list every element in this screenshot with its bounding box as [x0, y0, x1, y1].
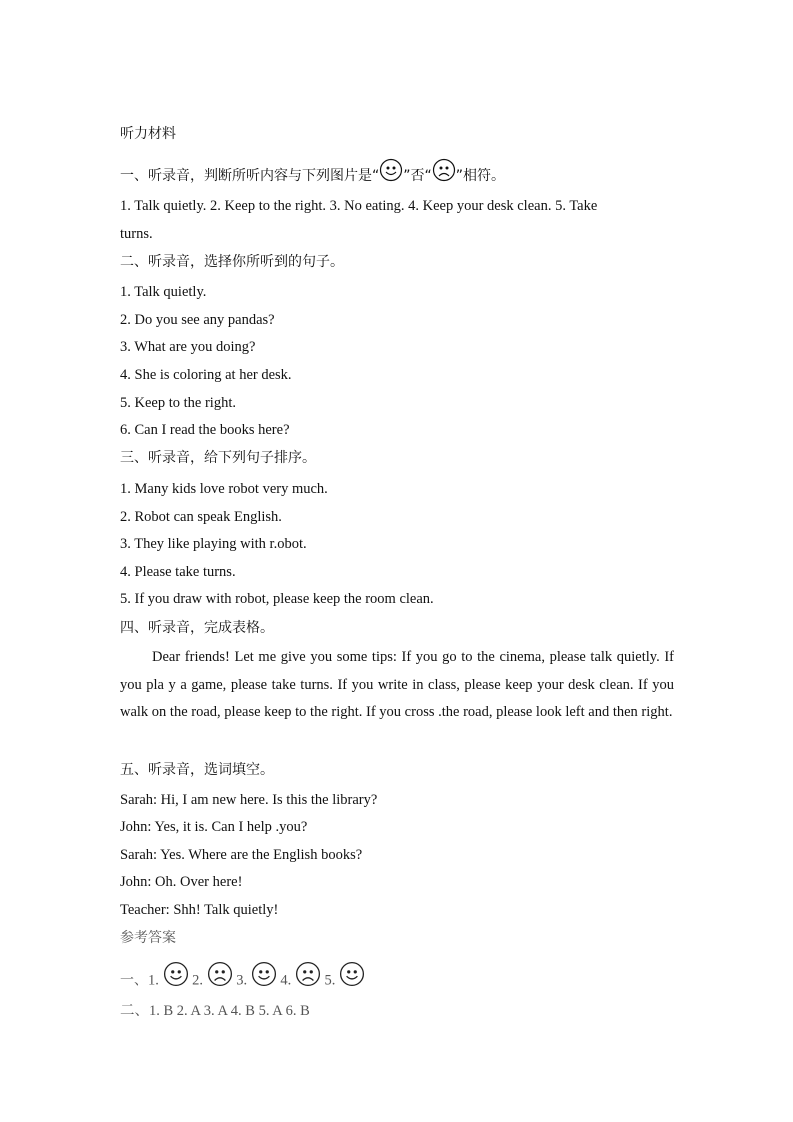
list-item: 2. Do you see any pandas? — [120, 312, 275, 328]
smiley-face-icon — [163, 961, 189, 987]
answer-label: 1. — [148, 972, 159, 989]
section1-heading-text: 一、听录音，判断所听内容与下列图片是“ — [120, 168, 380, 184]
list-item: 3. They like playing with r.obot. — [120, 536, 307, 552]
smiley-face-icon — [379, 158, 403, 182]
list-item: 6. Can I read the books here? — [120, 422, 290, 438]
section1-heading-end: ”相符。 — [455, 168, 506, 184]
answer-label: 5. — [324, 972, 336, 989]
dialogue-line: Sarah: Hi, I am new here. Is this the library? — [120, 792, 378, 808]
section1-heading-mid: ”否“ — [403, 168, 432, 184]
answers-part1-prefix: 一、 — [120, 972, 148, 989]
smiley-face-icon — [251, 961, 277, 987]
answers-heading: 参考答案 — [120, 930, 176, 946]
answer-label: 3. — [236, 972, 248, 989]
section1-text-line2: turns. — [120, 226, 153, 242]
section4-paragraph: Dear friends! Let me give you some tips: If you go to the cinema, please talk quietly. If you pla y a game, please take turns. If you write in class, please keep your desk clean. If you walk on the road, please keep to the right. If you cross .the road, please look left and then right. — [120, 649, 674, 720]
dialogue-line: Sarah: Yes. Where are the English books? — [120, 847, 363, 863]
sad-face-icon — [295, 961, 321, 987]
answer-label: 4. — [280, 972, 292, 989]
dialogue-line: Teacher: Shh! Talk quietly! — [120, 902, 279, 918]
list-item: 4. Please take turns. — [120, 564, 236, 580]
sad-face-icon — [207, 961, 233, 987]
document-title: 听力材料 — [120, 126, 176, 142]
section1-text-line1: 1. Talk quietly. 2. Keep to the right. 3. No eating. 4. Keep your desk clean. 5. Take — [120, 198, 598, 214]
dialogue-line: John: Oh. Over here! — [120, 874, 243, 890]
list-item: 5. Keep to the right. — [120, 395, 236, 411]
section1-heading — [120, 164, 505, 188]
answer-label: 2. — [192, 972, 203, 989]
list-item: 5. If you draw with robot, please keep the room clean. — [120, 591, 434, 607]
section3-heading: 三、听录音，给下列句子排序。 — [120, 450, 316, 466]
list-item: 3. What are you doing? — [120, 339, 256, 355]
section2-heading: 二、听录音，选择你所听到的句子。 — [120, 254, 344, 270]
list-item: 1. Many kids love robot very much. — [120, 481, 328, 497]
list-item: 4. She is coloring at her desk. — [120, 367, 292, 383]
smiley-face-icon — [339, 961, 365, 987]
list-item: 1. Talk quietly. — [120, 284, 207, 300]
section4-heading: 四、听录音，完成表格。 — [120, 620, 274, 636]
list-item: 2. Robot can speak English. — [120, 509, 282, 525]
dialogue-line: John: Yes, it is. Can I help .you? — [120, 819, 308, 835]
section5-heading: 五、听录音，选词填空。 — [120, 762, 274, 778]
answers-part2: 二、1. B 2. A 3. A 4. B 5. A 6. B — [120, 1003, 310, 1019]
sad-face-icon — [432, 158, 456, 182]
answers-part1 — [120, 968, 365, 994]
